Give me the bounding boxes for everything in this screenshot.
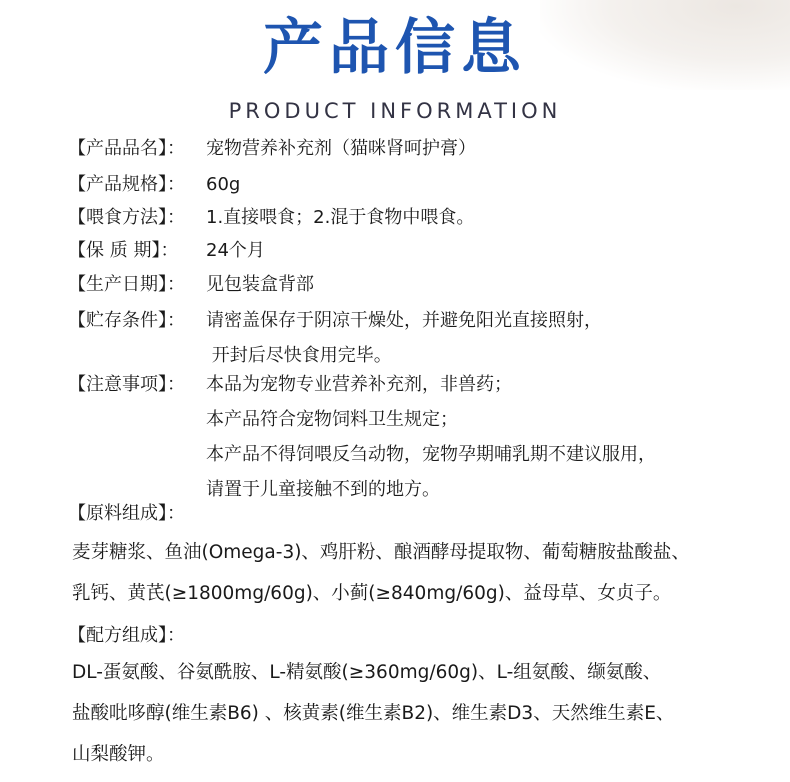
info-row-spec [68,167,240,202]
production-date-value: 见包装盒背部 [206,274,314,295]
info-row-shelf-life [68,233,265,268]
feeding-value: 1.直接喂食；2.混于食物中喂食。 [206,207,475,228]
storage-label: 【贮存条件】： [68,310,185,331]
formula-line: 盐酸吡哆醇(维生素B6) 、核黄素(维生素B2)、维生素D3、天然维生素E、 [72,703,675,724]
storage-line: 开封后尽快食用完毕。 [206,345,392,366]
info-row-product-name [68,131,476,166]
formula-line: DL-蛋氨酸、谷氨酰胺、L-精氨酸(≥360mg/60g)、L-组氨酸、缬氨酸、 [72,662,662,683]
product-name-value: 宠物营养补充剂（猫咪肾呵护膏） [206,138,476,159]
info-row-storage [68,303,602,373]
notes-line: 本产品不得饲喂反刍动物，宠物孕期哺乳期不建议服用， [206,444,656,465]
ingredients-label: 【原料组成】： [68,503,185,524]
formula-label: 【配方组成】： [68,625,185,646]
info-row-feeding [68,200,474,235]
product-name-label: 【产品品名】： [68,138,185,159]
spec-value: 60g [206,174,241,195]
formula-list [72,652,674,775]
ingredients-list [72,532,690,614]
notes-line: 本产品符合宠物饲料卫生规定； [206,409,458,430]
production-date-label: 【生产日期】： [68,274,185,295]
storage-line: 请密盖保存于阴凉干燥处，并避免阳光直接照射， [206,310,602,331]
ingredients-line: 乳钙、黄芪(≥1800mg/60g)、小蓟(≥840mg/60g)、益母草、女贞子。 [72,583,672,604]
page-title: 产品信息 [263,13,527,83]
storage-value [206,303,602,373]
spec-label: 【产品规格】： [68,174,185,195]
shelf-life-label: 【保 质 期】： [68,240,179,261]
info-row-notes [68,367,656,507]
notes-line: 请置于儿童接触不到的地方。 [206,479,440,500]
notes-label: 【注意事项】： [68,374,185,395]
ingredients-line: 麦芽糖浆、鱼油(Omega-3)、鸡肝粉、酿酒酵母提取物、葡萄糖胺盐酸盐、 [72,542,690,563]
notes-line: 本品为宠物专业营养补充剂，非兽药； [206,374,512,395]
info-row-production-date [68,267,314,302]
formula-line: 山梨酸钾。 [72,744,165,765]
shelf-life-value: 24个月 [206,240,265,261]
notes-value [206,367,656,507]
page-subtitle: PRODUCT INFORMATION [228,99,562,123]
feeding-label: 【喂食方法】： [68,207,185,228]
